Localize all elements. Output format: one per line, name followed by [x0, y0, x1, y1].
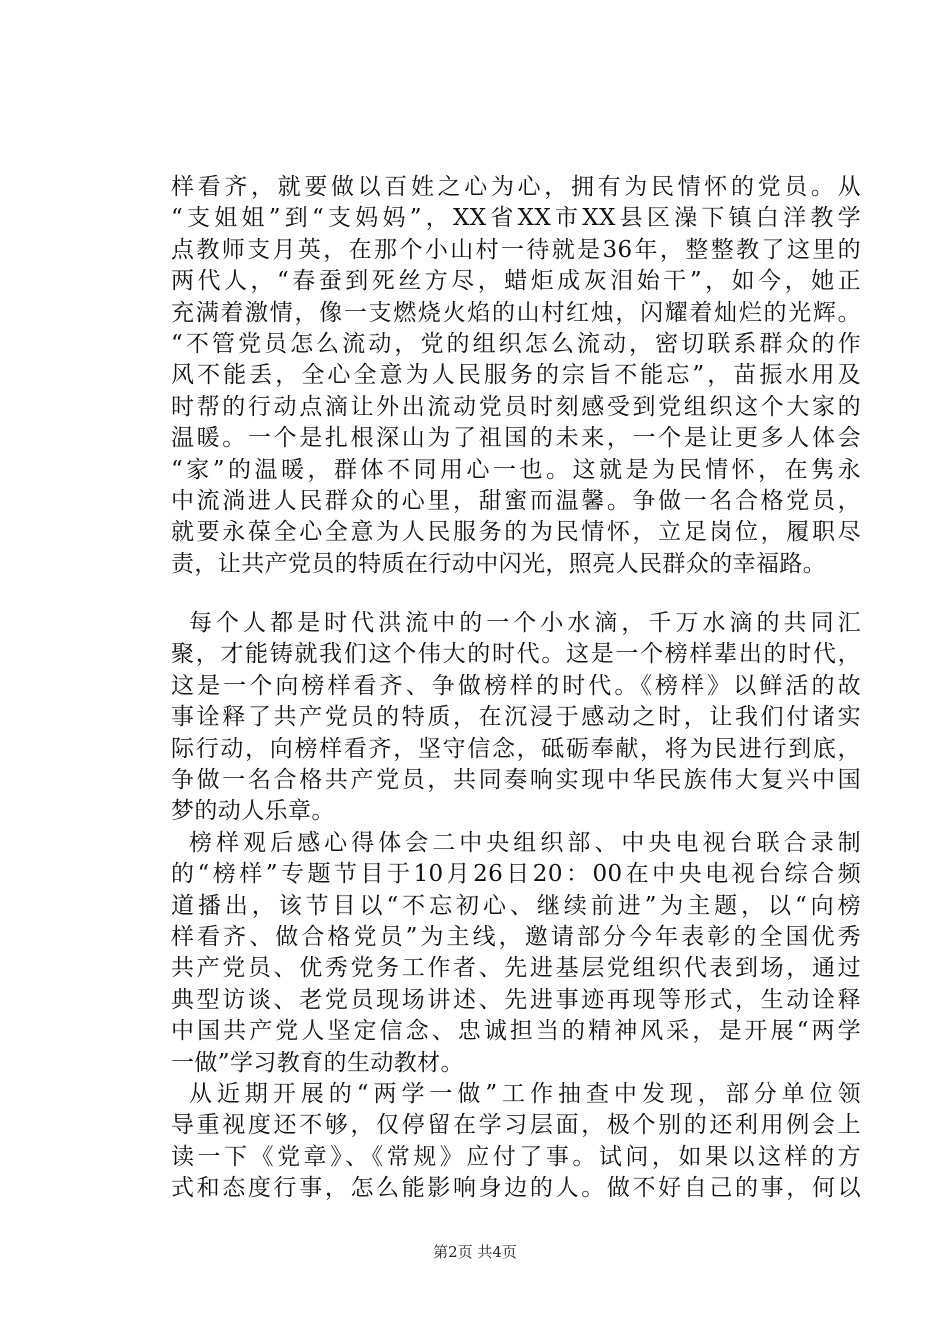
text-line: 典型访谈、老党员现场讲述、先进事迹再现等形式，生动诠释: [171, 986, 861, 1013]
text-line: 风不能丢，全心全意为人民服务的宗旨不能忘”，苗振水用及: [171, 362, 861, 389]
text-line: 从近期开展的“两学一做”工作抽查中发现，部分单位领: [189, 1080, 861, 1107]
text-line: 式和态度行事，怎么能影响身边的人。做不好自己的事，何以: [171, 1175, 861, 1202]
text-line: “家”的温暖，群体不同用心一也。这就是为民情怀，在隽永: [171, 456, 861, 483]
text-line: 就要永葆全心全意为人民服务的为民情怀，立足岗位，履职尽: [171, 519, 861, 546]
page-number-label: 第2页 共4页: [433, 1243, 517, 1261]
text-line: 这是一个向榜样看齐、争做榜样的时代。《榜样》以鲜活的故: [171, 672, 861, 699]
text-line: 事诠释了共产党员的特质，在沉浸于感动之时，让我们付诸实: [171, 704, 861, 731]
text-line: 导重视度还不够，仅停留在学习层面，极个别的还利用例会上: [171, 1112, 861, 1139]
text-line: 责，让共产党员的特质在行动中闪光，照亮人民群众的幸福路。: [171, 550, 827, 577]
text-line: 中流淌进人民群众的心里，甜蜜而温馨。争做一名合格党员，: [171, 487, 861, 514]
text-line: 中国共产党人坚定信念、忠诚担当的精神风采，是开展“两学: [171, 1018, 861, 1045]
text-line: 争做一名合格共产党员，共同奏响实现中华民族伟大复兴中国: [171, 767, 861, 794]
document-body: [171, 172, 861, 1205]
text-line: 梦的动人乐章。: [171, 798, 335, 825]
text-line: 聚，才能铸就我们这个伟大的时代。这是一个榜样辈出的时代，: [171, 641, 861, 668]
text-line: “不管党员怎么流动，党的组织怎么流动，密切联系群众的作: [171, 330, 861, 357]
paragraph-1: [171, 172, 861, 580]
text-line: “支姐姐”到“支妈妈”，XX省XX市XX县区澡下镇白洋教学: [171, 205, 861, 232]
text-line: 读一下《党章》、《常规》应付了事。试问，如果以这样的方: [171, 1143, 861, 1170]
page-footer: [0, 1241, 950, 1262]
text-line: 共产党员、优秀党务工作者、先进基层党组织代表到场，通过: [171, 955, 861, 982]
text-line: 际行动，向榜样看齐，坚守信念，砥砺奉献，将为民进行到底，: [171, 735, 861, 762]
text-line: 两代人，“春蚕到死丝方尽，蜡炬成灰泪始干”，如今，她正: [171, 268, 861, 295]
text-line: 充满着激情，像一支燃烧火焰的山村红烛，闪耀着灿烂的光辉。: [171, 299, 861, 326]
text-line: 每个人都是时代洪流中的一个小水滴，千万水滴的共同汇: [189, 610, 861, 637]
text-line: 样看齐、做合格党员”为主线，邀请部分今年表彰的全国优秀: [171, 923, 861, 950]
paragraph-3: [171, 828, 861, 1079]
text-line: 样看齐，就要做以百姓之心为心，拥有为民情怀的党员。从: [171, 174, 861, 200]
text-line: 榜样观后感心得体会二中央组织部、中央电视台联合录制: [189, 829, 861, 856]
text-line: 道播出，该节目以“不忘初心、继续前进”为主题，以“向榜: [171, 892, 861, 919]
text-line: 一做”学习教育的生动教材。: [171, 1049, 464, 1076]
paragraph-4: [171, 1079, 861, 1205]
text-line: 温暖。一个是扎根深山为了祖国的未来，一个是让更多人体会: [171, 425, 861, 452]
paragraph-2: [171, 608, 861, 828]
text-line: 时帮的行动点滴让外出流动党员时刻感受到党组织这个大家的: [171, 393, 861, 420]
text-line: 点教师支月英，在那个小山村一待就是36年，整整教了这里的: [171, 236, 861, 263]
text-line: 的“榜样”专题节目于10月26日20：00在中央电视台综合频: [171, 861, 861, 888]
paragraph-gap: [171, 580, 861, 608]
